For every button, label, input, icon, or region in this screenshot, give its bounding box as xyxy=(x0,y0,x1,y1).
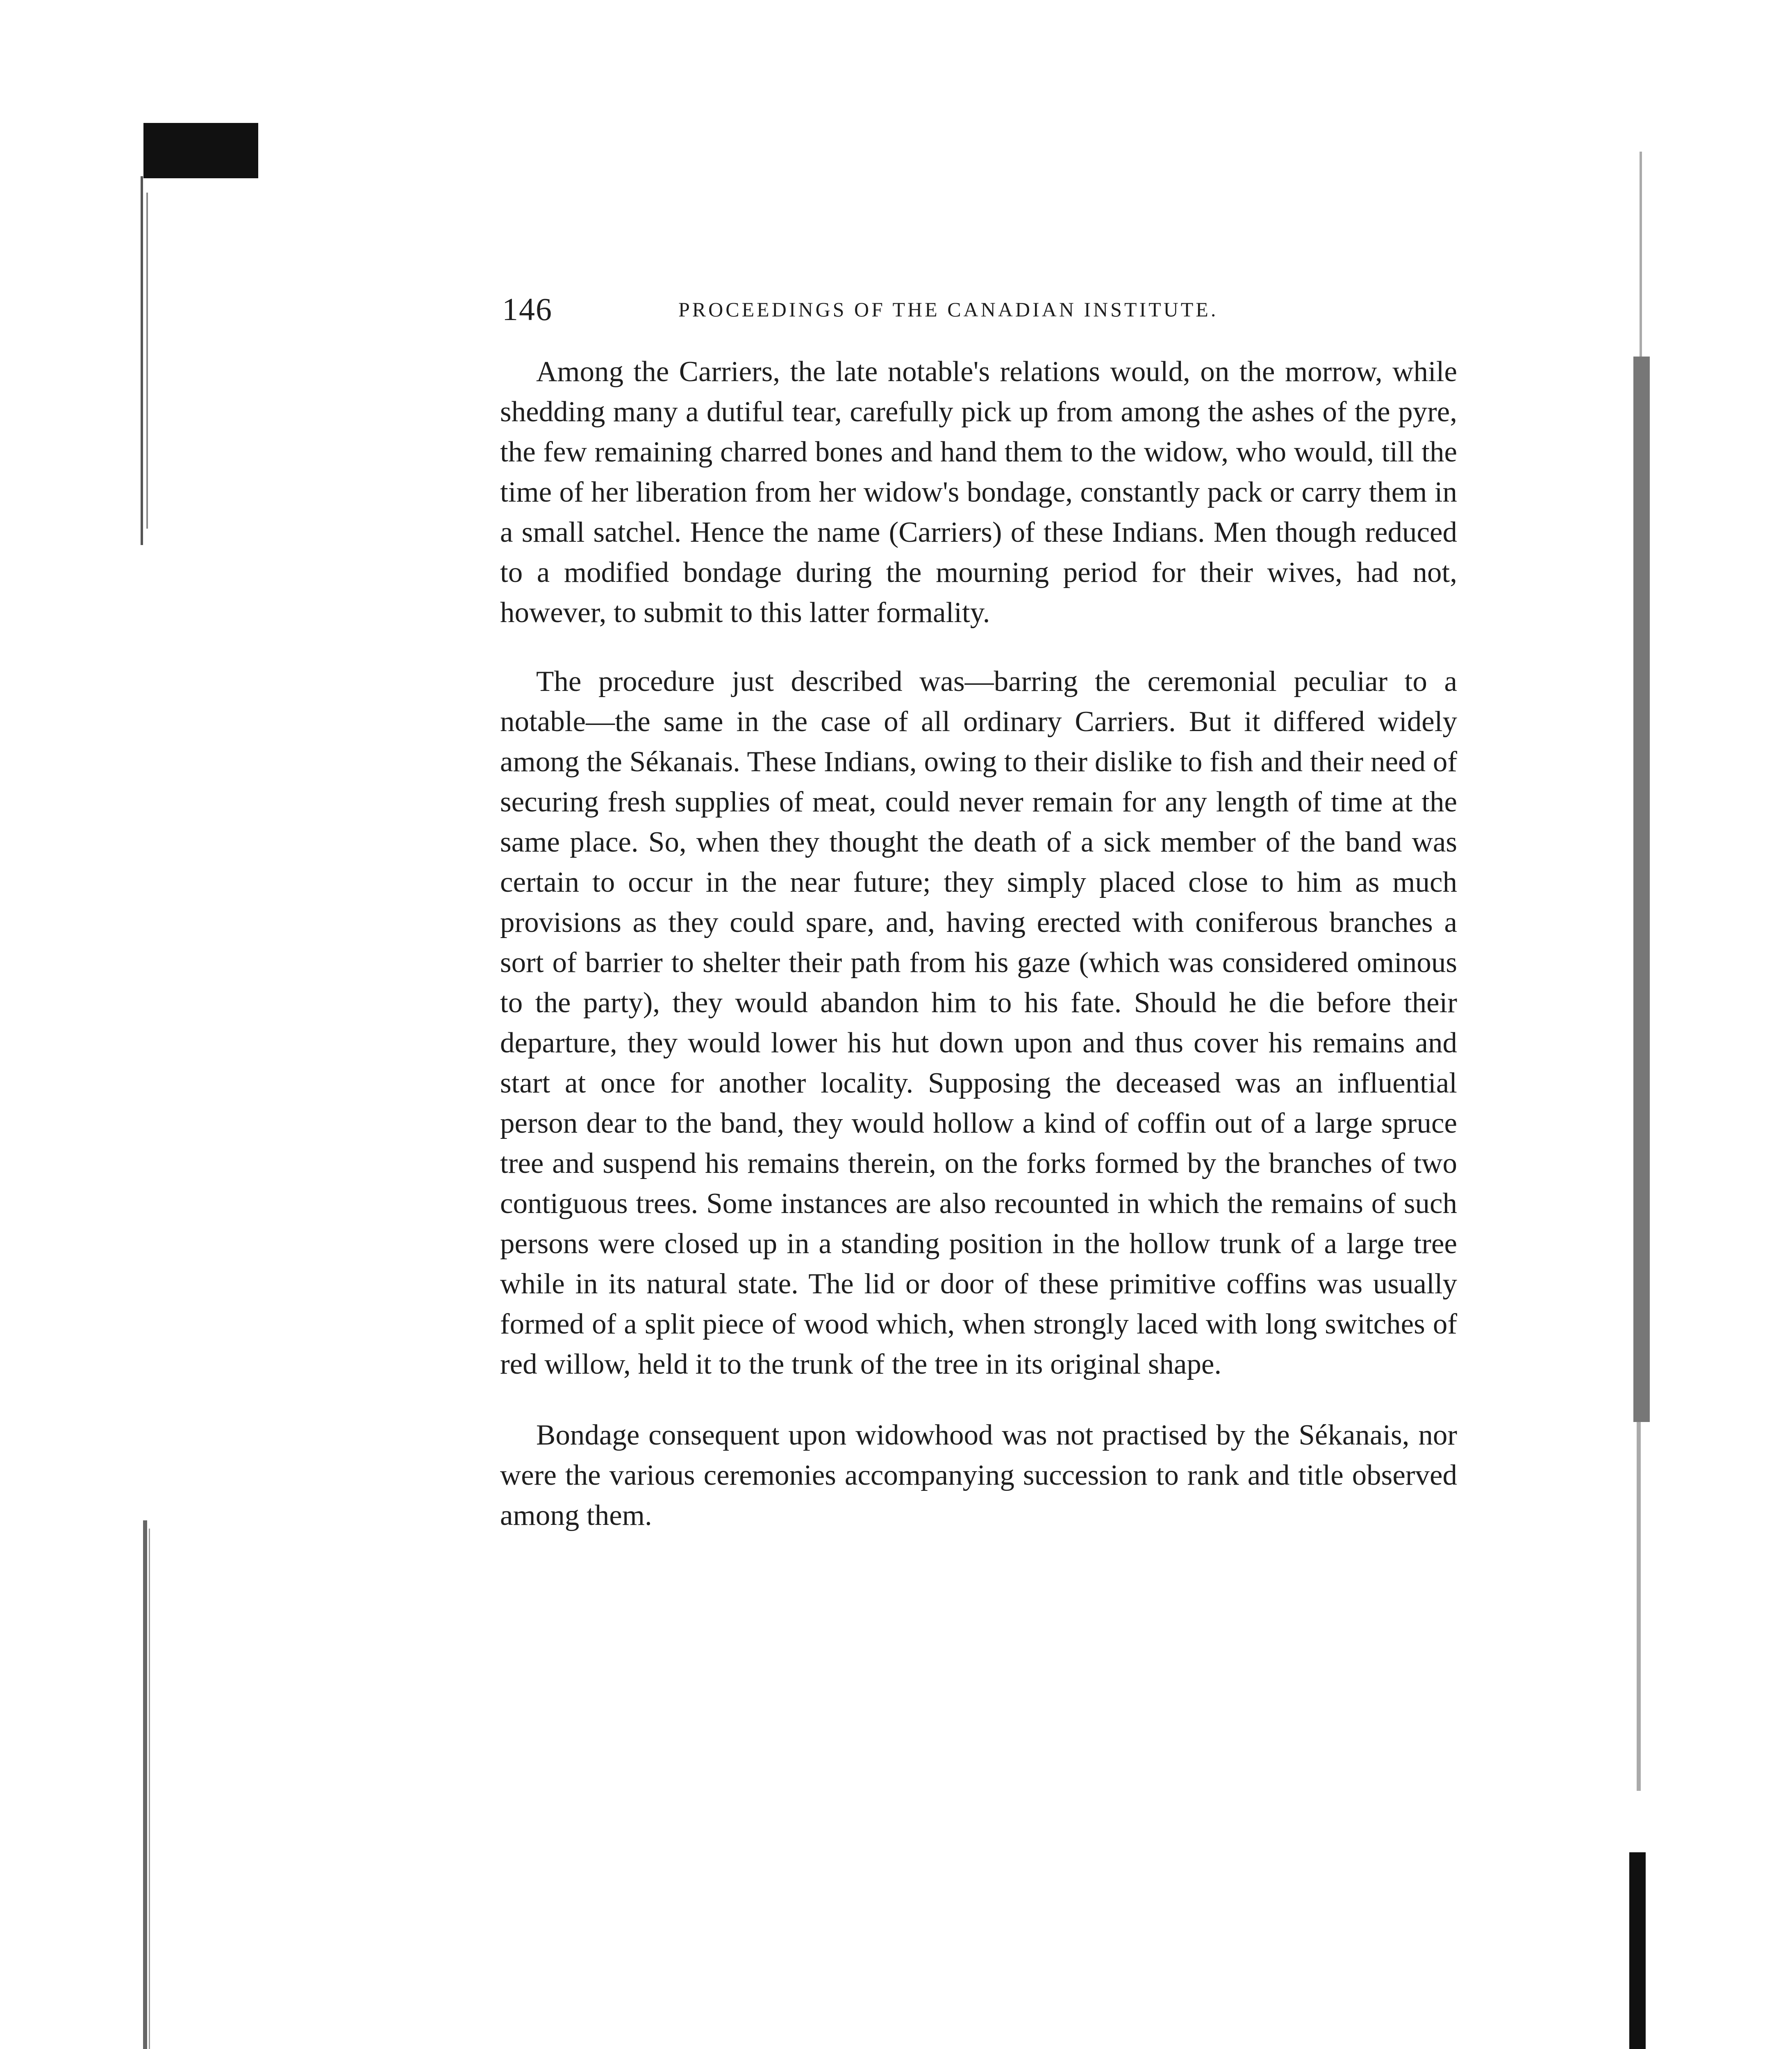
paragraph-carriers-relics: Among the Carriers, the late notable's relations would, on the morrow, while shedding many a dutiful tear, carefully pick up from among the ashes of the pyre, the few remaining charred bones and hand them to the widow, who would, till the time of her liberation from her widow's bondage, constantly pack or carry them in a small satchel. Hence the name (Carriers) of these Indians. Men though reduced to a modified bondage during the mourning period for their wives, had not, however, to submit to this latter formality. xyxy=(500,356,1457,629)
scan-edge-block xyxy=(143,123,258,178)
left-binding-shadow xyxy=(137,176,154,2049)
page-number: 146 xyxy=(502,291,553,327)
right-binding-shadow xyxy=(1617,152,1672,2049)
body-text xyxy=(500,352,1457,1536)
paragraph-sekanais-burial: The procedure just described was—barring the ceremonial peculiar to a notable—the same in the case of all ordinary Carriers. But it differed widely among the Sékanais. These Indians, owing to their dislike to fish and their need of securing fresh supplies of meat, could never remain for any length of time at the same place. So, when they thought the death of a sick member of the band was certain to occur in the near future; they simply placed close to him as much provisions as they could spare, and, having erected with coniferous branches a sort of barrier to shelter their path from his gaze (which was considered ominous to the party), they would abandon him to his fate. Should he die before their departure, they would lower his hut down upon and thus cover his remains and start at once for another locality. Supposing the deceased was an influential person dear to the band, they would hollow a kind of coffin out of a large spruce tree and suspend his remains therein, on the forks formed by the branches of two contiguous trees. Some instances are also recounted in which the remains of such persons were closed up in a standing position in the hollow trunk of a large tree while in its natural state. The lid or door of these primitive coffins was usually formed of a split piece of wood which, when strongly laced with long switches of red willow, held it to the trunk of the tree in its original shape. xyxy=(500,666,1457,1380)
paragraph-bondage-widowhood: Bondage consequent upon widowhood was not practised by the Sékanais, nor were the various ceremonies accompanying succession to rank and title observed among them. xyxy=(500,1419,1457,1531)
running-head xyxy=(502,287,1457,332)
running-title: PROCEEDINGS OF THE CANADIAN INSTITUTE. xyxy=(678,298,1219,321)
